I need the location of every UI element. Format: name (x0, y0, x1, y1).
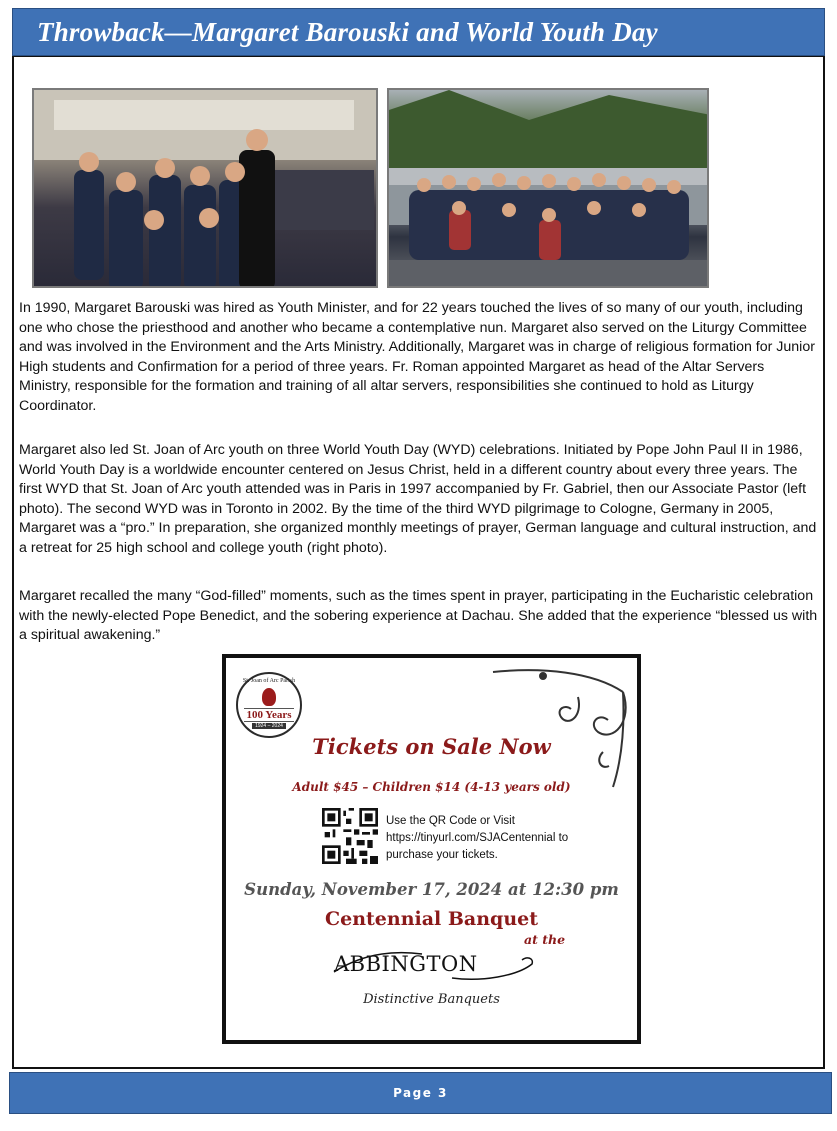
qr-code-icon[interactable] (322, 808, 378, 864)
article-paragraph-1: In 1990, Margaret Barouski was hired as Youth Minister, and for 22 years touched the lives of so many of our youth, including one who chose the priesthood and another who became a contemplative nun. Margaret also served on the Liturgy Committee and was involved in the Environment and the Arts Ministry. Additionally, Margaret was in charge of religious formation for Junior High students and Confirmation for a period of three years. Fr. Roman appointed Margaret as head of the Altar Servers Ministry, responsible for the formation and training of all altar servers, responsibilities she continued to hold as Liturgy Coordinator. (19, 300, 815, 414)
event-name: Centennial Banquet (324, 908, 539, 930)
article-paragraph-3: Margaret recalled the many “God-filled” moments, such as the times spent in prayer, participating in the Eucharistic celebration with the newly-elected Pope Benedict, and the sobering experience at Dachau. She added that the experience “blessed us with a spiritual awakening.” (19, 588, 818, 644)
centennial-seal-logo (236, 672, 302, 738)
ad-prices: Adult $45 – Children $14 (4-13 years old) (292, 780, 571, 794)
ad-title: Tickets on Sale Now (312, 734, 551, 759)
qr-instructions (386, 813, 616, 864)
seal-ribbon-text: 100 Years (246, 708, 292, 721)
event-at-label: at the (524, 932, 566, 947)
ticket-url-link[interactable]: https://tinyurl.com/SJACentennial to (386, 832, 569, 844)
seal-arc-text: St. Joan of Arc Parish (242, 678, 296, 684)
page-header (12, 8, 825, 56)
flame-icon (262, 688, 276, 706)
qr-line-1: Use the QR Code or Visit (386, 815, 515, 827)
venue-tagline: Distinctive Banquets (363, 992, 500, 1007)
venue-name: ABBINGTON (334, 952, 478, 976)
corner-flourish-icon (483, 662, 633, 792)
article-paragraph-2: Margaret also led St. Joan of Arc youth on three World Youth Day (WYD) celebrations. Initiated by Pope John Paul II in 1986, World Youth Day is a worldwide encounter centered on Jesus Christ, held in a different country about every three years. The first WYD that St. Joan of Arc youth attended was in Paris in 1997 accompanied by Fr. Gabriel, then our Associate Pastor (left photo). The second WYD was in Toronto in 2002. By the time of the third WYD pilgrimage to Cologne, Germany in 2005, Margaret was a “pro.” In preparation, she organized monthly meetings of prayer, German language and cultural instruction, and a retreat for 25 high school and college youth (right photo). (19, 442, 817, 556)
photo-right-cologne-group (387, 88, 709, 288)
seal-years-text: 1924 – 2024 (252, 723, 286, 729)
event-date: Sunday, November 17, 2024 at 12:30 pm (244, 880, 619, 899)
centennial-banquet-ad (222, 654, 641, 1044)
photo-right-art (389, 90, 709, 288)
page-footer (9, 1072, 832, 1114)
page-title: Throwback—Margaret Barouski and World Youth Day (37, 16, 658, 47)
photo-left-paris-group (32, 88, 378, 288)
page-number: Page 3 (393, 1086, 448, 1100)
photo-left-art (34, 90, 378, 288)
qr-line-3: purchase your tickets. (386, 849, 498, 861)
